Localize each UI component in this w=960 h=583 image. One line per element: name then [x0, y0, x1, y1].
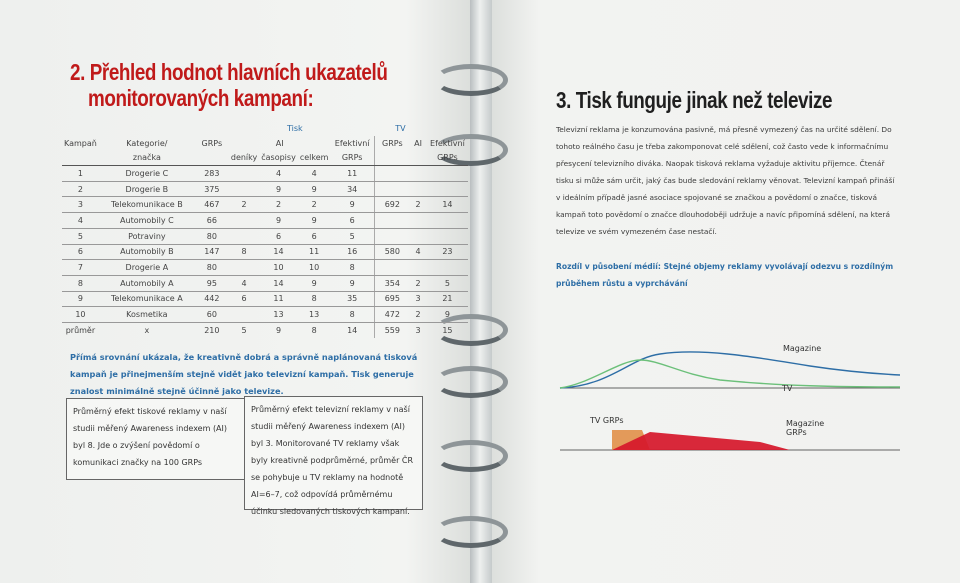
table-cell: 6	[229, 291, 259, 307]
table-row	[62, 260, 468, 276]
table-row	[62, 291, 468, 307]
label-tv: TV	[782, 384, 793, 393]
table-cell	[374, 213, 409, 229]
table-cell: 66	[195, 213, 229, 229]
table-cell: 14	[347, 325, 358, 335]
table-subheader-row	[62, 150, 468, 165]
table-cell: Drogerie A	[99, 260, 195, 276]
table-cell: 1	[62, 166, 99, 182]
table-cell: 210	[204, 325, 220, 335]
table-row	[62, 166, 468, 182]
kpi-table	[62, 121, 468, 338]
group-tv: TV	[395, 123, 406, 133]
table-cell: 472	[374, 307, 409, 323]
table-cell: 9	[298, 181, 331, 197]
table-cell: 9	[259, 213, 298, 229]
col-tv-efektivni-grps: GRPs	[426, 150, 468, 165]
table-cell	[374, 166, 409, 182]
table-cell: 4	[259, 166, 298, 182]
table-cell: 6	[259, 228, 298, 244]
tv-effect-box: Průměrný efekt televizní reklamy v naší studii měřený Awareness indexem (AI) byl 3. Monitorované TV reklamy však byly kreativně podprůměrné, průměr ČR se pohybuje u TV reklamy na hodnotě AI=6–7, což odpovídá průměrnému účinku sledovaných tiskových kampaní.	[244, 396, 423, 510]
table-cell: Automobily B	[99, 244, 195, 260]
table-cell: 3	[410, 291, 427, 307]
table-cell: 3	[415, 325, 421, 335]
table-cell: průměr	[65, 325, 96, 335]
label-tv-grps: TV GRPs	[590, 416, 624, 425]
table-cell: 9	[426, 307, 468, 323]
table-cell	[410, 213, 427, 229]
table-cell	[374, 260, 409, 276]
tv-curve	[560, 360, 900, 388]
table-cell: 283	[195, 166, 229, 182]
table-cell: Telekomunikace B	[99, 197, 195, 213]
table-cell: 80	[195, 260, 229, 276]
table-cell: 11	[259, 291, 298, 307]
table-cell: 9	[259, 181, 298, 197]
table-cell: 5	[62, 228, 99, 244]
table-cell: 11	[298, 244, 331, 260]
table-cell: 4	[410, 244, 427, 260]
table-cell: 13	[298, 307, 331, 323]
left-highlight-note: Přímá srovnání ukázala, že kreativně dobrá a správně naplánovaná tisková kampaň je přinejmenším stejně vidět jako televizní kampaň. Tisk generuje znalost minimálně stejně účinně jako televize.	[70, 352, 418, 396]
table-cell	[410, 166, 427, 182]
response-graph	[550, 338, 910, 458]
table-cell: Automobily A	[99, 275, 195, 291]
table-cell: 8	[62, 275, 99, 291]
col-grps: GRPs	[201, 138, 223, 148]
right-body-text: Televizní reklama je konzumována pasivně, má přesně vymezený čas na určité sdělení. Do tohoto reálného času je třeba zakomponovat celé sdělení, což často vede k informačnímu přesycení televizního diváka. Naopak tisková reklama vyžaduje aktivitu příjemce. Čtenář tisku si může sám určit, jaký čas bude sledování reklamy věnovat. Televizní kampaň přináší v ideálním případě jasné asociace spojované se značkou a povědomí o značce, tisková kampaň toto povědomí o značce dlouhodoběji udržuje a navíc připomíná sdělení, na která televize ve svém vymezeném čase nestačí.	[556, 125, 895, 236]
table-cell: Telekomunikace A	[99, 291, 195, 307]
table-cell: 9	[298, 213, 331, 229]
table-cell	[229, 260, 259, 276]
table-cell: 10	[62, 307, 99, 323]
table-cell: 21	[426, 291, 468, 307]
table-cell: 8	[330, 307, 374, 323]
table-cell: 4	[62, 213, 99, 229]
table-cell: 692	[374, 197, 409, 213]
table-cell: 95	[195, 275, 229, 291]
right-title: 3. Tisk funguje jinak než televize	[556, 87, 833, 113]
table-cell	[426, 166, 468, 182]
table-cell: 147	[195, 244, 229, 260]
table-cell: 16	[330, 244, 374, 260]
table-cell	[374, 228, 409, 244]
table-row	[62, 228, 468, 244]
table-cell: 10	[298, 260, 331, 276]
table-row	[62, 181, 468, 197]
table-cell: 8	[298, 291, 331, 307]
table-cell	[229, 307, 259, 323]
table-cell: 375	[195, 181, 229, 197]
table-cell: 3	[62, 197, 99, 213]
table-cell: 14	[259, 275, 298, 291]
table-cell: 9	[330, 197, 374, 213]
print-effect-box: Průměrný efekt tiskové reklamy v naší studii měřený Awareness indexem (AI) byl 8. Jde o zvýšení povědomí o komunikaci značky na 100 GRPs	[66, 398, 246, 480]
table-cell: 15	[442, 325, 453, 335]
table-cell: 695	[374, 291, 409, 307]
table-cell: 6	[298, 228, 331, 244]
table-cell: 23	[426, 244, 468, 260]
col-tv-grps: GRPs	[374, 136, 409, 151]
table-cell: 2	[410, 275, 427, 291]
table-row	[62, 213, 468, 229]
table-cell	[229, 228, 259, 244]
binder-ring-icon	[434, 440, 508, 472]
table-row	[62, 275, 468, 291]
group-tisk: Tisk	[286, 123, 303, 133]
table-cell: 10	[259, 260, 298, 276]
table-cell: 6	[62, 244, 99, 260]
right-highlight: Rozdíl v působení médií: Stejné objemy reklamy vyvolávají odezvu s rozdílným průběhem růstu a vyprchávání	[556, 262, 894, 288]
col-efektivni-grps: GRPs	[330, 150, 374, 165]
table-cell	[229, 166, 259, 182]
left-title-line1: 2. Přehled hodnot hlavních ukazatelů	[70, 59, 388, 85]
table-cell: 5	[241, 325, 247, 335]
table-row	[62, 322, 468, 337]
table-cell	[410, 228, 427, 244]
table-cell	[426, 181, 468, 197]
table-row	[62, 197, 468, 213]
table-cell: Drogerie B	[99, 181, 195, 197]
table-cell	[410, 260, 427, 276]
table-cell: 4	[229, 275, 259, 291]
table-cell	[426, 213, 468, 229]
col-tv-ai: AI	[414, 138, 422, 148]
table-cell: Automobily C	[99, 213, 195, 229]
table-cell: 14	[426, 197, 468, 213]
table-cell: 8	[229, 244, 259, 260]
table-cell: 2	[229, 197, 259, 213]
col-znacka: značka	[99, 150, 195, 165]
col-ai: AI	[275, 138, 284, 148]
table-cell	[229, 213, 259, 229]
label-magazine: Magazine	[783, 344, 822, 353]
table-cell: 35	[330, 291, 374, 307]
col-tv-efektivni: Efektivní	[430, 138, 465, 148]
table-cell: 9	[62, 291, 99, 307]
table-cell: 2	[259, 197, 298, 213]
table-cell	[229, 181, 259, 197]
table-cell: Drogerie C	[99, 166, 195, 182]
binder-ring-icon	[434, 366, 508, 398]
table-cell: 8	[311, 325, 317, 335]
label-magazine-grps: Magazine GRPs	[786, 419, 825, 437]
table-header-row	[62, 136, 468, 151]
col-celkem: celkem	[298, 150, 331, 165]
table-cell: 2	[298, 197, 331, 213]
table-cell	[426, 228, 468, 244]
table-group-row	[62, 121, 468, 136]
table-cell: 4	[298, 166, 331, 182]
table-cell: 14	[259, 244, 298, 260]
table-cell	[426, 260, 468, 276]
col-kampan: Kampaň	[64, 138, 97, 148]
table-cell: 9	[275, 325, 282, 335]
table-cell: 5	[330, 228, 374, 244]
col-efektivni: Efektivní	[334, 138, 370, 148]
table-cell: Kosmetika	[99, 307, 195, 323]
binder-ring-icon	[434, 64, 508, 96]
left-title-line2: monitorovaných kampaní:	[88, 85, 314, 111]
table-row	[62, 244, 468, 260]
table-cell	[410, 181, 427, 197]
table-cell: 5	[426, 275, 468, 291]
table-cell: 6	[330, 213, 374, 229]
col-kategorie: Kategorie/	[126, 138, 168, 148]
table-cell: 80	[195, 228, 229, 244]
table-cell: 559	[374, 322, 409, 337]
table-row	[62, 307, 468, 323]
magazine-curve	[560, 352, 900, 388]
table-cell: 11	[330, 166, 374, 182]
table-cell: 580	[374, 244, 409, 260]
binder-ring-icon	[434, 516, 508, 548]
table-cell: x	[144, 325, 150, 335]
table-cell: Potraviny	[99, 228, 195, 244]
table-cell: 2	[410, 307, 427, 323]
table-cell: 9	[298, 275, 331, 291]
table-cell: 467	[195, 197, 229, 213]
col-casopisy: časopisy	[259, 150, 298, 165]
table-cell: 354	[374, 275, 409, 291]
table-cell	[374, 181, 409, 197]
table-cell: 13	[259, 307, 298, 323]
table-cell: 7	[62, 260, 99, 276]
table-cell: 2	[62, 181, 99, 197]
table-cell: 34	[330, 181, 374, 197]
table-cell: 8	[330, 260, 374, 276]
col-deniky: deníky	[229, 150, 259, 165]
table-cell: 442	[195, 291, 229, 307]
table-cell: 2	[410, 197, 427, 213]
table-cell: 9	[330, 275, 374, 291]
table-cell: 60	[195, 307, 229, 323]
